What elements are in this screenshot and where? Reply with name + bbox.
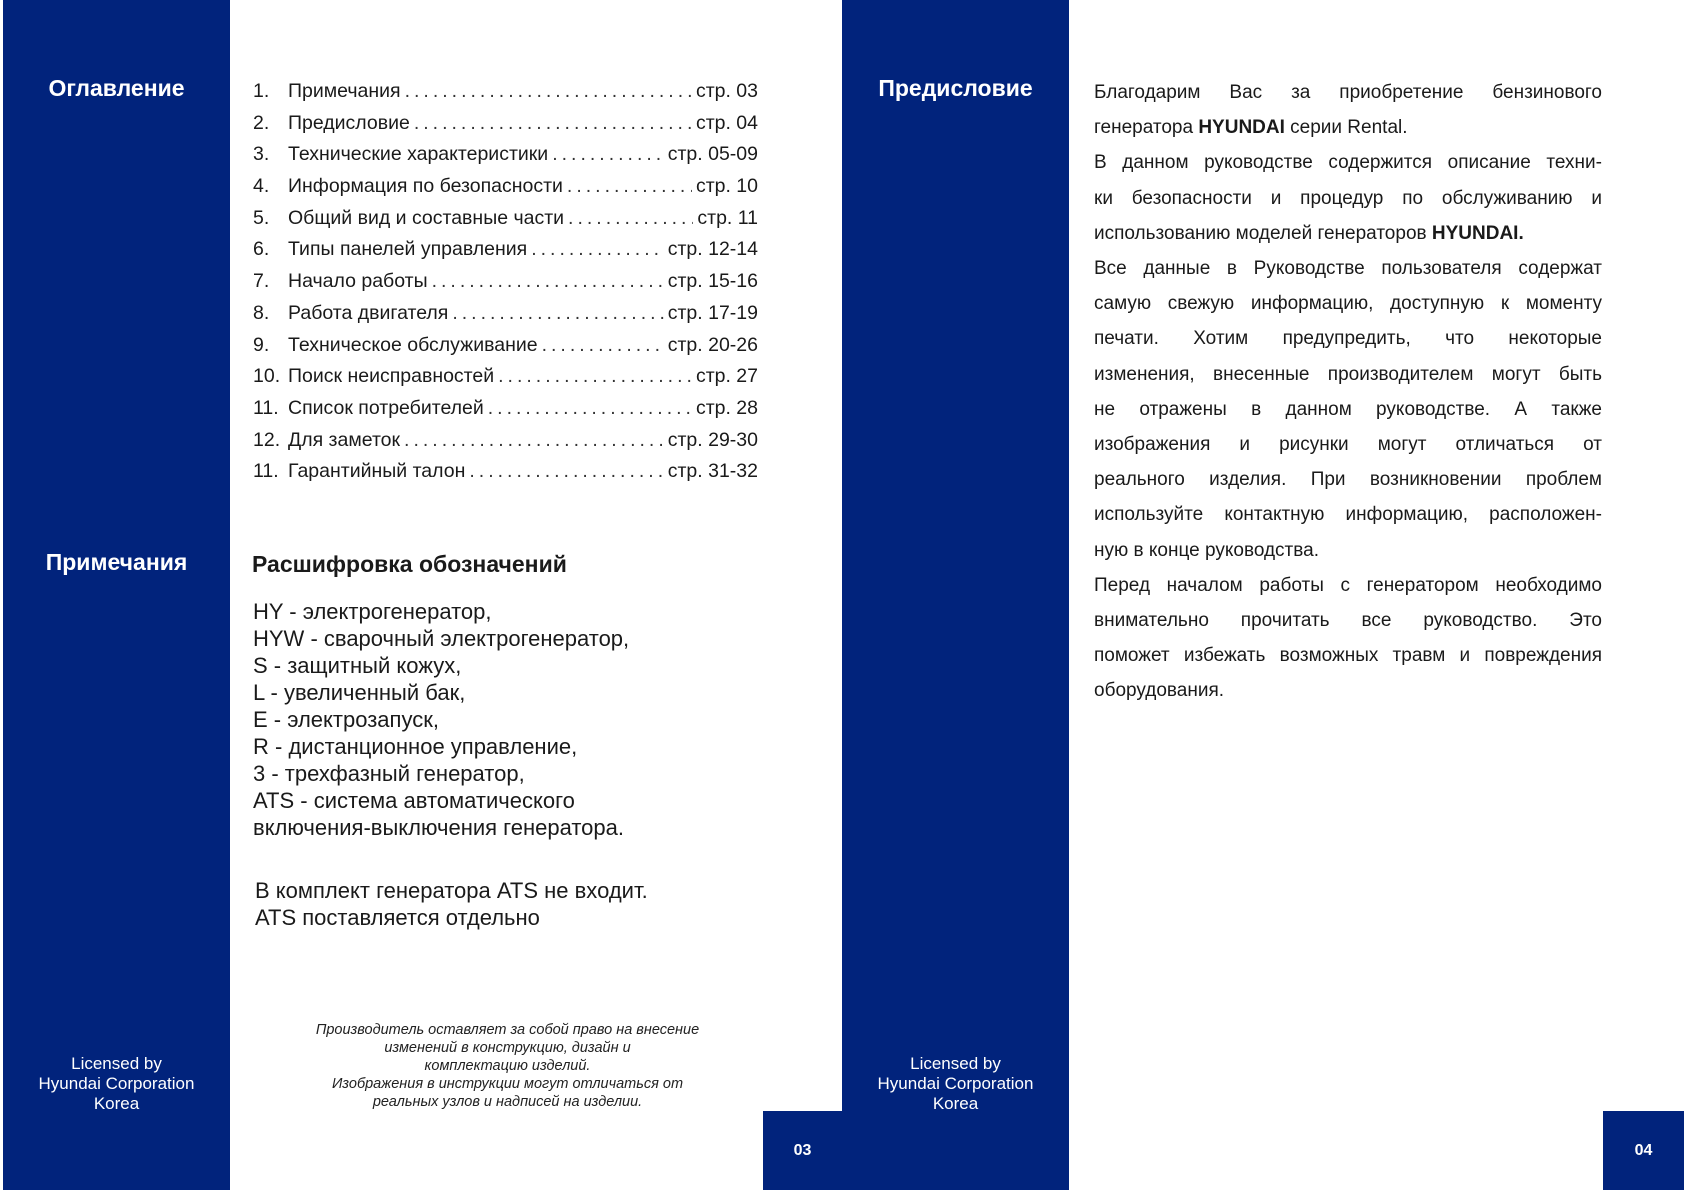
disclaimer-line: Изображения в инструкции могут отличаться от <box>331 1076 684 1092</box>
toc-entry-title: Гарантийный талон <box>288 460 466 483</box>
toc-entry-page: стр. 12-14 <box>667 238 758 261</box>
preface-line: Все данные в Руководстве пользователя содержат <box>1094 258 1602 280</box>
toc-entry-number: 3. <box>253 143 270 166</box>
toc-entry-number: 12. <box>253 428 281 451</box>
toc-leader-dots <box>469 456 663 488</box>
toc-leader-dots <box>432 266 664 298</box>
preface-line: Благодарим Вас за приобретение бензинового <box>1094 82 1602 103</box>
licensed-by-right <box>842 1054 1069 1114</box>
toc-entry <box>253 425 758 457</box>
preface-line <box>1094 216 1602 251</box>
legend-line: S - защитный кожух, <box>253 653 462 678</box>
legend-line: включения-выключения генератора. <box>253 815 624 840</box>
table-of-contents <box>253 76 758 488</box>
disclaimer-line: Производитель оставляет за собой право на внесение <box>315 1022 700 1038</box>
toc-entry-number: 6. <box>253 238 270 261</box>
preface-line: используйте контактную информацию, расположен- <box>1094 504 1602 526</box>
preface-line: не отражены в данном руководстве. А также <box>1094 398 1602 420</box>
page-number-right: 04 <box>1603 1111 1684 1190</box>
legend-line: ATS - система автоматического <box>253 788 575 813</box>
preface-text <box>1094 75 1602 709</box>
preface-line: Перед началом работы с генератором необходимо <box>1094 574 1602 596</box>
preface-line: ную в конце руководства. <box>1094 539 1319 561</box>
preface-line: реального изделия. При возникновении проблем <box>1094 469 1602 491</box>
preface-heading: Предисловие <box>878 75 1033 101</box>
legend-line: HY - электрогенератор, <box>253 599 492 624</box>
toc-entry <box>253 266 758 298</box>
toc-entry <box>253 203 758 235</box>
licensed-by-left <box>3 1054 230 1114</box>
preface-line: В данном руководстве содержится описание техни- <box>1094 152 1602 174</box>
toc-entry-number: 1. <box>253 80 270 102</box>
toc-entry-page: стр. 05-09 <box>667 143 758 166</box>
manufacturer-disclaimer <box>285 1021 730 1111</box>
notes-heading: Примечания <box>45 549 188 575</box>
toc-entry-title: Работа двигателя <box>288 301 449 324</box>
toc-leader-dots <box>542 330 664 362</box>
toc-heading: Оглавление <box>48 75 185 101</box>
ats-note-line: ATS поставляется отдельно <box>255 905 540 930</box>
licensed-line: Hyundai Corporation <box>38 1074 195 1093</box>
toc-entry-page: стр. 17-19 <box>667 301 758 324</box>
toc-leader-dots <box>552 139 664 171</box>
licensed-line: Licensed by <box>910 1054 1001 1073</box>
preface-line: внимательно прочитать все руководство. Это <box>1094 610 1602 632</box>
brand-name: HYUNDAI <box>1198 117 1285 139</box>
toc-entry-page: стр. 03 <box>695 80 758 102</box>
toc-entry <box>253 393 758 425</box>
legend-line: R - дистанционное управление, <box>253 734 578 759</box>
toc-entry-number: 11. <box>253 396 279 419</box>
toc-leader-dots <box>498 361 692 393</box>
toc-entry-title: Общий вид и составные части <box>288 206 565 229</box>
toc-leader-dots <box>404 425 664 457</box>
toc-entry-title: Для заметок <box>288 428 401 451</box>
toc-entry-title: Начало работы <box>288 270 428 293</box>
toc-entry <box>253 108 758 140</box>
toc-entry-title: Информация по безопасности <box>288 175 563 198</box>
toc-leader-dots <box>452 298 663 330</box>
toc-entry-number: 2. <box>253 111 270 134</box>
disclaimer-line: реальных узлов и надписей на изделии. <box>372 1094 643 1110</box>
legend-line: E - электрозапуск, <box>253 707 439 732</box>
toc-entry-title: Техническое обслуживание <box>288 333 538 356</box>
preface-line: самую свежую информацию, доступную к моменту <box>1094 293 1602 315</box>
toc-entry-title: Список потребителей <box>288 396 484 419</box>
legend-line: HYW - сварочный электрогенератор, <box>253 626 630 651</box>
toc-entry <box>253 234 758 266</box>
preface-line: поможет избежать возможных травм и повреждения <box>1094 645 1602 667</box>
toc-entry-number: 9. <box>253 333 270 356</box>
ats-note <box>255 877 775 931</box>
preface-line: изображения и рисунки могут отличаться от <box>1094 434 1602 456</box>
toc-entry-title: Технические характеристики <box>288 143 549 166</box>
disclaimer-line: изменений в конструкцию, дизайн и <box>384 1040 631 1056</box>
toc-leader-dots <box>405 76 692 108</box>
licensed-line: Korea <box>93 1094 140 1113</box>
toc-entry-number: 10. <box>253 365 281 388</box>
preface-line: оборудования. <box>1094 680 1225 702</box>
toc-entry-number: 4. <box>253 175 270 198</box>
page-number-left: 03 <box>763 1111 842 1190</box>
preface-line: печати. Хотим предупредить, что некоторые <box>1094 328 1602 350</box>
licensed-line: Hyundai Corporation <box>877 1074 1034 1093</box>
toc-leader-dots <box>531 234 664 266</box>
licensed-line: Korea <box>932 1094 979 1113</box>
toc-entry-page: стр. 29-30 <box>667 428 758 451</box>
toc-entry-number: 11. <box>253 460 279 483</box>
toc-entry <box>253 76 758 108</box>
preface-line <box>1094 110 1602 145</box>
legend-line: 3 - трехфазный генератор, <box>253 761 525 786</box>
toc-entry-page: стр. 27 <box>695 365 758 388</box>
notes-title: Расшифровка обозначений <box>252 551 567 577</box>
toc-entry-page: стр. 20-26 <box>667 333 758 356</box>
left-sidebar <box>3 0 230 1190</box>
preface-text-segment: серии Rental. <box>1284 117 1408 139</box>
disclaimer-line: комплектацию изделий. <box>424 1058 591 1074</box>
toc-entry <box>253 298 758 330</box>
ats-note-line: В комплект генератора ATS не входит. <box>255 878 648 903</box>
toc-entry-page: стр. 15-16 <box>667 270 758 293</box>
legend-line: L - увеличенный бак, <box>253 680 466 705</box>
licensed-line: Licensed by <box>71 1054 162 1073</box>
toc-entry <box>253 456 758 488</box>
toc-leader-dots <box>567 171 692 203</box>
toc-entry <box>253 139 758 171</box>
toc-entry-title: Предисловие <box>288 111 410 134</box>
brand-name: HYUNDAI. <box>1431 222 1524 244</box>
toc-entry-page: стр. 28 <box>695 396 758 419</box>
toc-entry-page: стр. 31-32 <box>667 460 758 483</box>
toc-entry-title: Поиск неисправностей <box>288 365 495 388</box>
designation-legend <box>253 598 773 841</box>
toc-entry-title: Типы панелей управления <box>288 238 528 261</box>
toc-entry-title: Примечания <box>288 80 401 102</box>
preface-line: изменения, внесенные производителем могут быть <box>1094 363 1602 385</box>
toc-leader-dots <box>488 393 692 425</box>
toc-entry <box>253 330 758 362</box>
right-sidebar <box>842 0 1069 1190</box>
preface-text-segment: генератора <box>1094 117 1199 139</box>
toc-entry <box>253 171 758 203</box>
toc-entry-number: 8. <box>253 301 270 324</box>
toc-entry-number: 7. <box>253 270 270 293</box>
toc-entry <box>253 361 758 393</box>
toc-entry-page: стр. 04 <box>695 111 758 134</box>
toc-entry-page: стр. 11 <box>697 206 758 229</box>
toc-leader-dots <box>414 108 692 140</box>
preface-line: ки безопасности и процедур по обслуживанию и <box>1094 187 1602 209</box>
toc-entry-page: стр. 10 <box>695 175 758 198</box>
toc-entry-number: 5. <box>253 206 270 229</box>
preface-text-segment: использованию моделей генераторов <box>1094 222 1432 244</box>
toc-leader-dots <box>568 203 693 235</box>
